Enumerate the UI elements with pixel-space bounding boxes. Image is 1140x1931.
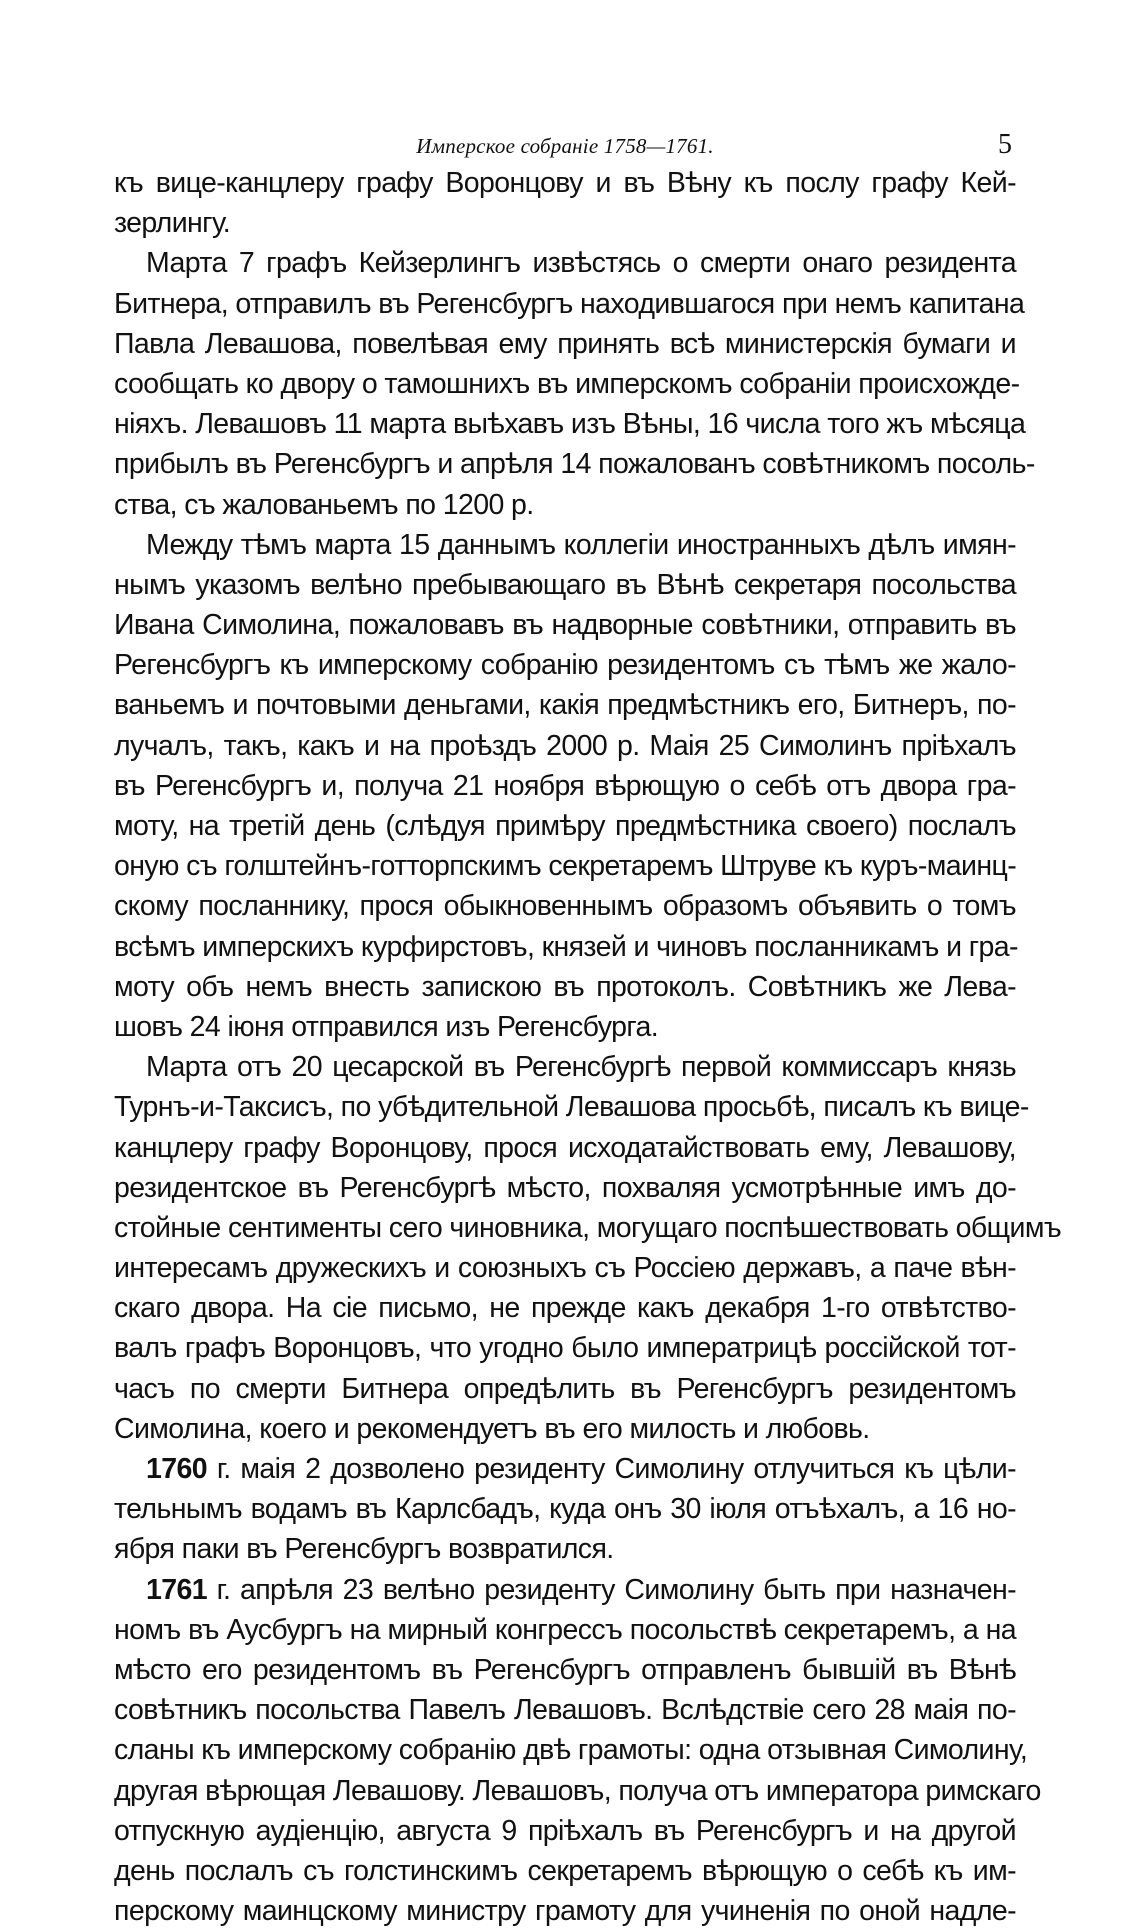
text-line: тельнымъ водамъ въ Карлсбадъ, куда онъ 30 іюля отъѣхалъ, а 16 но- xyxy=(114,1493,1016,1526)
text-line: ства, съ жалованьемъ по 1200 р. xyxy=(114,488,534,521)
text-line: ваньемъ и почтовыми деньгами, какія предмѣстникъ его, Битнеръ, по- xyxy=(114,689,1016,722)
text-line: другая вѣрющая Левашову. Левашовъ, получа отъ императора римскаго xyxy=(114,1774,1041,1807)
text-line: Павла Левашова, повелѣвая ему принять всѣ министерскія бумаги и xyxy=(114,327,1016,360)
text-line: скому посланнику, прося обыкновеннымъ образомъ объявить о томъ xyxy=(114,890,1016,923)
year-label: 1760 xyxy=(146,1453,208,1485)
text-line: отпускную аудіенцію, августа 9 пріѣхалъ въ Регенсбургъ и на другой xyxy=(114,1814,1016,1847)
text-line: совѣтникъ посольства Павелъ Левашовъ. Вслѣдствіе сего 28 маія по- xyxy=(114,1694,1016,1727)
text-line: номъ въ Аусбургъ на мирный конгрессъ посольствѣ секретаремъ, а на xyxy=(114,1613,1016,1646)
text-line: день послалъ съ голстинскимъ секретаремъ вѣрющую о себѣ къ им- xyxy=(114,1854,1016,1887)
text-line: сообщать ко двору о тамошнихъ въ имперскомъ собраніи происхожде- xyxy=(114,367,1020,400)
text-line: Турнъ-и-Таксисъ, по убѣдительной Левашова просьбѣ, писалъ къ вице- xyxy=(114,1091,1029,1124)
body-text xyxy=(114,163,1062,1931)
text-line: валъ графъ Воронцовъ, что угодно было императрицѣ россійской тот- xyxy=(114,1332,1016,1365)
text-line: къ вице-канцлеру графу Воронцову и въ Вѣну къ послу графу Кей- xyxy=(114,167,1016,199)
text-line: Битнера, отправилъ въ Регенсбургъ находившагося при немъ капитана xyxy=(114,287,1025,320)
text-line: Симолина, коего и рекомендуетъ въ его милость и любовь. xyxy=(114,1412,870,1445)
text-line: резидентское въ Регенсбургѣ мѣсто, похваляя усмотрѣнные имъ до- xyxy=(114,1171,1016,1204)
text-line: Марта 7 графъ Кейзерлингъ извѣстясь о смерти онаго резидента xyxy=(146,247,1016,280)
text-line: интересамъ дружескихъ и союзныхъ съ Россіею державъ, а паче вѣн- xyxy=(114,1252,1016,1285)
running-title: Имперское собраніе 1758—1761. xyxy=(416,134,714,158)
text-line: скаго двора. На сіе письмо, не прежде какъ декабря 1-го отвѣтство- xyxy=(114,1292,1016,1325)
text-line: канцлеру графу Воронцову, прося исходатайствовать ему, Левашову, xyxy=(114,1131,1016,1164)
text-line: ніяхъ. Левашовъ 11 марта выѣхавъ изъ Вѣны, 16 числа того жъ мѣсяца xyxy=(114,408,1026,441)
text-line: мѣсто его резидентомъ въ Регенсбургъ отправленъ бывшій въ Вѣнѣ xyxy=(114,1653,1016,1686)
text-line: сланы къ имперскому собранію двѣ грамоты: одна отзывная Симолину, xyxy=(114,1734,1028,1767)
page-number: 5 xyxy=(998,129,1012,160)
text-line: шовъ 24 іюня отправился изъ Регенсбурга. xyxy=(114,1010,659,1043)
text-line: нымъ указомъ велѣно пребывающаго въ Вѣнѣ секретаря посольства xyxy=(114,568,1016,601)
text-line xyxy=(114,1570,1016,1610)
year-label: 1761 xyxy=(146,1573,208,1606)
running-head xyxy=(114,131,1016,161)
text-line: перскому маинцскому министру грамоту для учиненія по оной надле- xyxy=(114,1895,1016,1928)
text-line: прибылъ въ Регенсбургъ и апрѣля 14 пожалованъ совѣтникомъ посоль- xyxy=(114,448,1035,481)
text-line: моту, на третій день (слѣдуя примѣру предмѣстника своего) послалъ xyxy=(114,810,1016,842)
text-line: въ Регенсбургъ и, получа 21 ноября вѣрющую о себѣ отъ двора гра- xyxy=(114,769,1016,802)
text-line: стойные сентименты сего чиновника, могущаго поспѣшествовать общимъ xyxy=(114,1211,1062,1244)
text-line: Марта отъ 20 цесарской въ Регенсбургѣ первой коммиссаръ князь xyxy=(146,1051,1016,1084)
text-line: часъ по смерти Битнера опредѣлить въ Регенсбургъ резидентомъ xyxy=(114,1372,1016,1405)
text-line: ября паки въ Регенсбургъ возвратился. xyxy=(114,1533,614,1566)
text-line: Между тѣмъ марта 15 даннымъ коллегіи иностранныхъ дѣлъ имян- xyxy=(146,528,1016,561)
text-segment: г. апрѣля 23 велѣно резиденту Симолину быть при назначен- xyxy=(207,1573,1016,1606)
text-line: зерлингу. xyxy=(114,207,231,240)
text-line: Регенсбургъ къ имперскому собранію резидентомъ съ тѣмъ же жало- xyxy=(114,649,1016,682)
text-line xyxy=(114,1449,1016,1489)
text-line: всѣмъ имперскихъ курфирстовъ, князей и чиновъ посланникамъ и гра- xyxy=(114,930,1018,963)
text-line: Ивана Симолина, пожаловавъ въ надворные совѣтники, отправить въ xyxy=(114,609,1016,642)
text-segment: г. маія 2 дозволено резиденту Симолину отлучиться къ цѣли- xyxy=(207,1453,1016,1485)
text-line: лучалъ, такъ, какъ и на проѣздъ 2000 р. Маія 25 Симолинъ пріѣхалъ xyxy=(114,729,1016,762)
text-line: оную съ голштейнъ-готторпскимъ секретаремъ Штруве къ куръ-маинц- xyxy=(114,850,1017,883)
text-line: моту объ немъ внесть запискою въ протоколъ. Совѣтникъ же Лева- xyxy=(114,970,1016,1003)
